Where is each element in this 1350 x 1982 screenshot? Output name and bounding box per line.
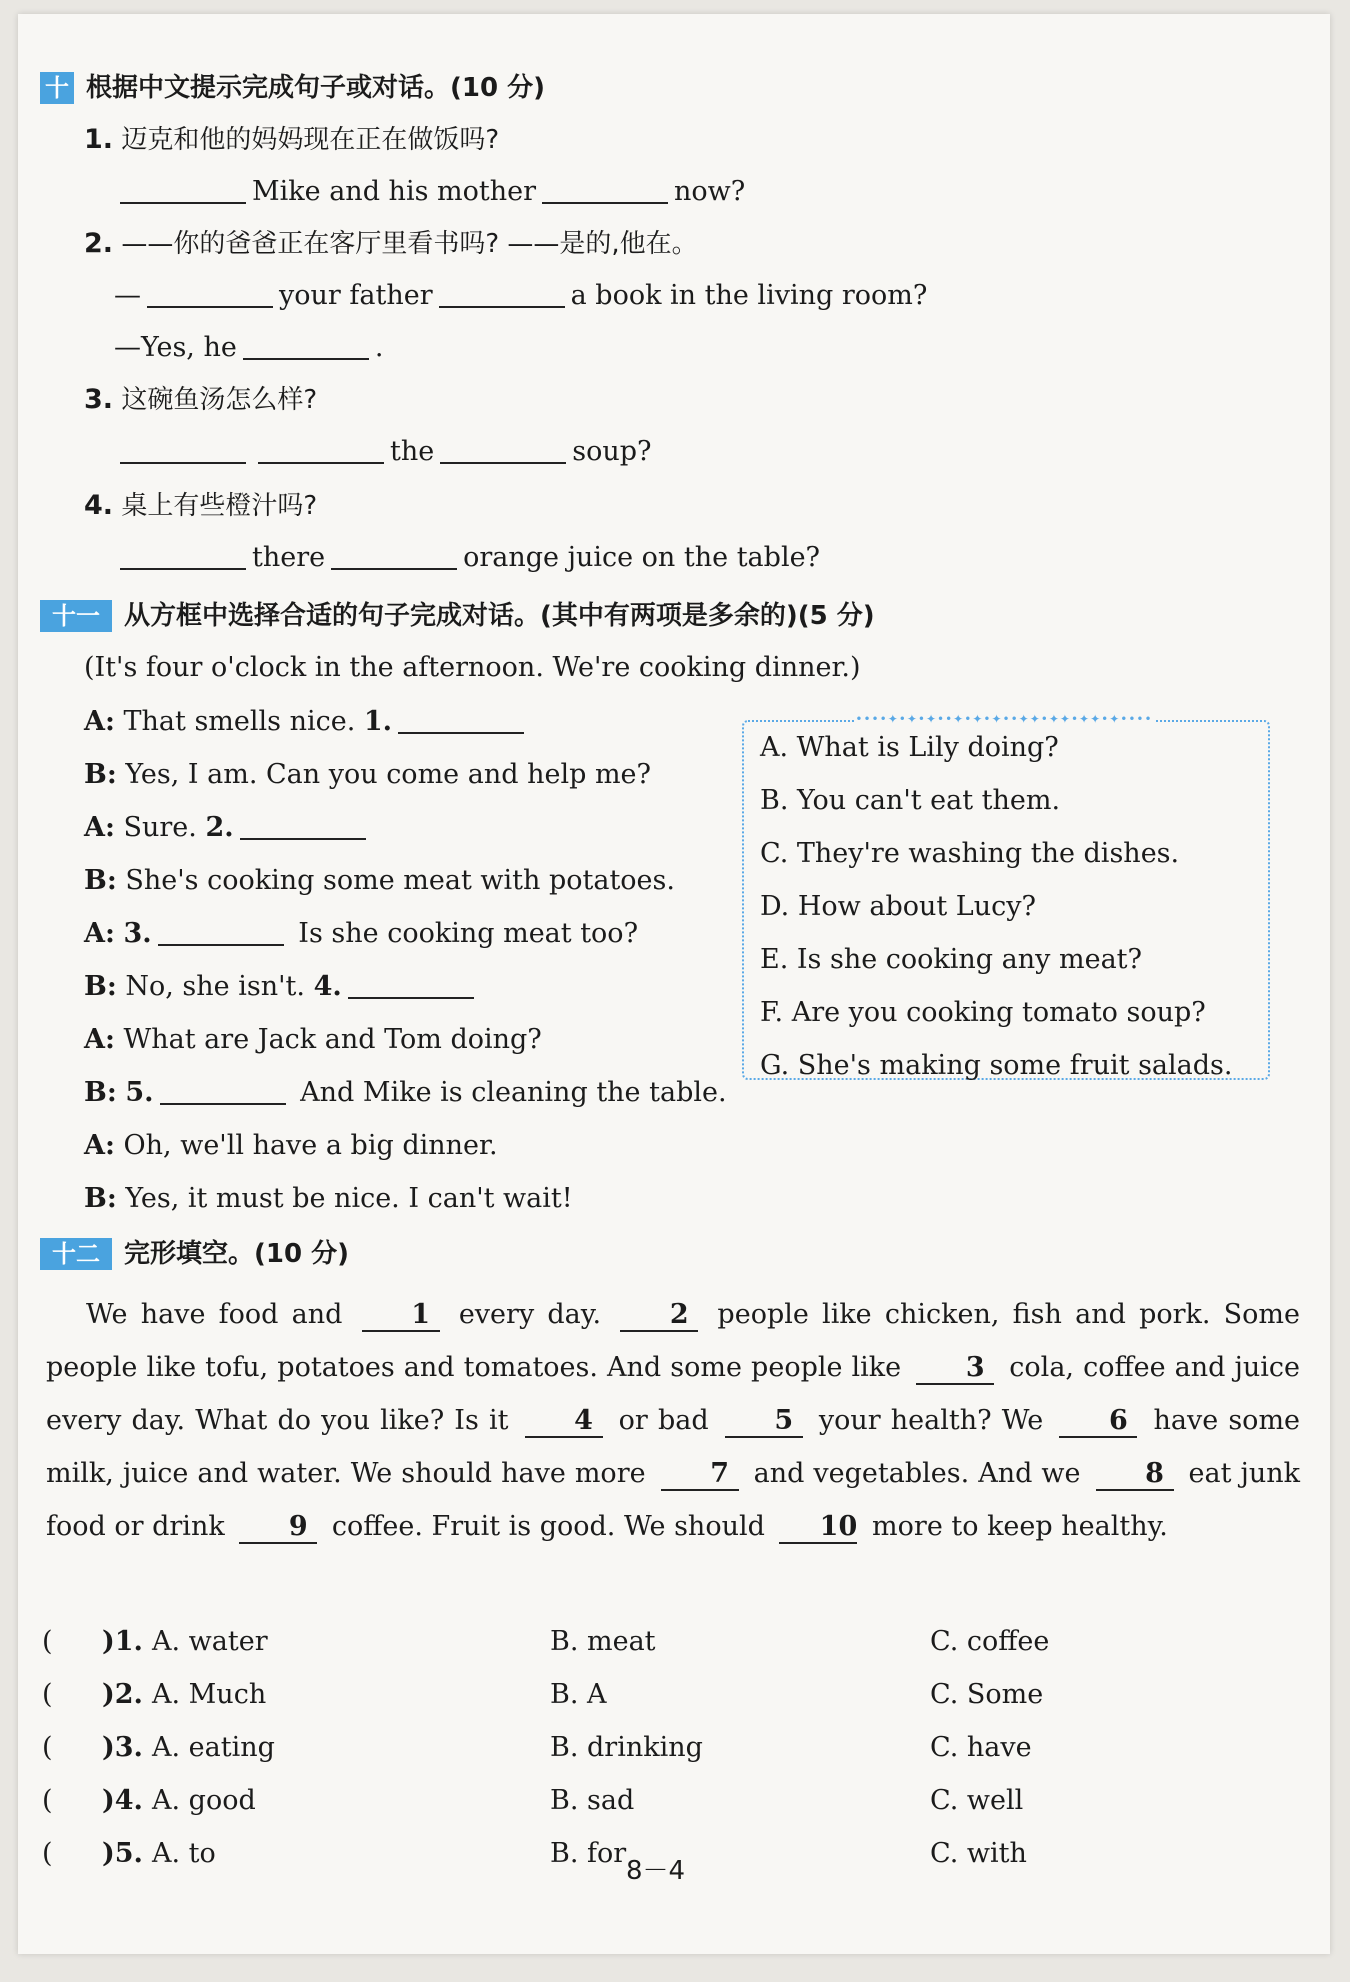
- q1-blank-1[interactable]: [120, 174, 246, 204]
- line-text: Yes, it must be nice. I can't wait!: [125, 1183, 573, 1214]
- line-text: Is she cooking meat too?: [298, 918, 639, 949]
- q4-sentence: there orange juice on the table?: [114, 540, 820, 576]
- choice-b[interactable]: B. A: [550, 1679, 607, 1710]
- cloze-blank[interactable]: 7: [661, 1459, 739, 1491]
- line-text: That smells nice.: [123, 706, 356, 737]
- q2-sentence: — your father a book in the living room?: [114, 280, 928, 311]
- line-text: Sure.: [123, 812, 197, 843]
- q2-blank-1[interactable]: [147, 278, 273, 308]
- option-item: B. You can't eat them.: [760, 785, 1061, 816]
- options-box: [742, 712, 1270, 1081]
- q4-blank-1[interactable]: [120, 540, 246, 570]
- cloze-blank[interactable]: 6: [1059, 1406, 1137, 1438]
- choice-a[interactable]: A. Much: [152, 1679, 267, 1710]
- q3-blank-3[interactable]: [440, 434, 566, 464]
- question-number: )5.: [102, 1838, 143, 1869]
- q1-blank-2[interactable]: [542, 174, 668, 204]
- passage-text: and vegetables. And we: [744, 1458, 1090, 1489]
- passage-text: eat junk food or drink: [46, 1458, 1300, 1542]
- option-item: A. What is Lily doing?: [760, 732, 1059, 763]
- question-number: )4.: [102, 1785, 143, 1816]
- choice-c[interactable]: C. well: [930, 1785, 1024, 1816]
- q1-sentence: Mike and his mother now?: [114, 174, 745, 210]
- answer-paren[interactable]: (: [42, 1785, 53, 1816]
- passage-text: more to keep healthy.: [863, 1511, 1168, 1542]
- choice-b[interactable]: B. for: [550, 1838, 627, 1869]
- speaker-label: A:: [84, 812, 115, 843]
- section-10-badge: 十: [40, 72, 74, 104]
- choice-a[interactable]: A. good: [152, 1785, 256, 1816]
- line-text: Oh, we'll have a big dinner.: [123, 1130, 498, 1161]
- q1-prompt: 1. 迈克和他的妈妈现在正在做饭吗?: [84, 124, 500, 155]
- dialogue-context: (It's four o'clock in the afternoon. We're cooking dinner.): [84, 652, 861, 683]
- blank-number: 1.: [363, 706, 393, 737]
- passage-text: cola, coffee and juice every day. What do you like? Is it: [46, 1352, 1300, 1436]
- choice-a[interactable]: A. water: [152, 1626, 268, 1657]
- question-number: )3.: [102, 1732, 143, 1763]
- section-11-title: 从方框中选择合适的句子完成对话。(其中有两项是多余的)(5 分): [124, 601, 875, 631]
- option-item: D. How about Lucy?: [760, 891, 1036, 922]
- choice-c[interactable]: C. with: [930, 1838, 1027, 1869]
- blank-number: 4.: [313, 971, 342, 1002]
- worksheet-page: [18, 14, 1330, 1954]
- line-text: What are Jack and Tom doing?: [123, 1024, 542, 1055]
- blank-number: 2.: [205, 812, 234, 843]
- passage-text: coffee. Fruit is good. We should: [323, 1511, 774, 1542]
- passage-text: have some milk, juice and water. We should have more: [46, 1405, 1301, 1489]
- option-item: G. She's making some fruit salads.: [760, 1050, 1233, 1081]
- passage-text: your health? We: [808, 1405, 1054, 1436]
- speaker-label: A:: [84, 918, 115, 949]
- answer-paren[interactable]: (: [42, 1838, 53, 1869]
- q4-blank-2[interactable]: [331, 540, 457, 570]
- speaker-label: B:: [84, 1183, 117, 1214]
- line-text: And Mike is cleaning the table.: [300, 1077, 727, 1108]
- line-text: No, she isn't.: [125, 971, 305, 1002]
- choice-c[interactable]: C. Some: [930, 1679, 1044, 1710]
- choice-b[interactable]: B. sad: [550, 1785, 635, 1816]
- answer-paren[interactable]: (: [42, 1626, 53, 1657]
- question-number: )1.: [102, 1626, 143, 1657]
- page-number: 8－4: [626, 1856, 686, 1886]
- section-11-badge: 十一: [40, 600, 112, 632]
- section-12-badge: 十二: [40, 1238, 112, 1270]
- q4-prompt: 4. 桌上有些橙汁吗?: [84, 490, 318, 521]
- cloze-blank[interactable]: 5: [725, 1406, 803, 1438]
- passage-text: people like chicken, fish and pork. Some people like tofu, potatoes and tomatoes. And some people like: [46, 1299, 1300, 1383]
- q2-prompt: 2. ——你的爸爸正在客厅里看书吗? ——是的,他在。: [84, 228, 698, 259]
- dialogue-line: [84, 969, 480, 1005]
- cloze-blank[interactable]: 10: [779, 1512, 857, 1544]
- dialogue-line: [84, 1075, 727, 1111]
- dialogue-line: [84, 704, 530, 740]
- option-item: C. They're washing the dishes.: [760, 838, 1180, 869]
- passage-text: or bad: [608, 1405, 719, 1436]
- cloze-blank[interactable]: 2: [620, 1300, 698, 1332]
- dialogue-blank[interactable]: [160, 1075, 286, 1105]
- line-text: She's cooking some meat with potatoes.: [125, 865, 675, 896]
- section-10-title: 根据中文提示完成句子或对话。(10 分): [86, 73, 545, 103]
- speaker-label: B:: [84, 865, 117, 896]
- blank-number: 5.: [125, 1077, 154, 1108]
- speaker-label: B:: [84, 759, 117, 790]
- dialogue-line: [84, 1181, 573, 1217]
- dialogue-blank[interactable]: [158, 916, 284, 946]
- passage-text: We have food and: [86, 1299, 356, 1330]
- dialogue-line: [84, 757, 651, 793]
- cloze-blank[interactable]: 8: [1096, 1459, 1174, 1491]
- option-item: F. Are you cooking tomato soup?: [760, 997, 1206, 1028]
- q2-answer: —Yes, he .: [114, 332, 384, 363]
- q3-blank-2[interactable]: [258, 434, 384, 464]
- passage-text: every day.: [445, 1299, 615, 1330]
- q2-blank-3[interactable]: [243, 330, 369, 360]
- question-number: )2.: [102, 1679, 143, 1710]
- q3-blank-1[interactable]: [120, 434, 246, 464]
- option-item: E. Is she cooking any meat?: [760, 944, 1142, 975]
- choice-c[interactable]: C. coffee: [930, 1626, 1050, 1657]
- dialogue-blank[interactable]: [398, 704, 524, 734]
- line-text: Yes, I am. Can you come and help me?: [125, 759, 652, 790]
- box-decoration: ••••✦•✦•✦••✦•✦•✦••✦✦•✦✦•✦✦•✦••••: [855, 712, 1153, 726]
- answer-paren[interactable]: (: [42, 1732, 53, 1763]
- choice-b[interactable]: B. drinking: [550, 1732, 703, 1763]
- cloze-passage: [46, 1288, 1300, 1553]
- q3-sentence: the soup?: [114, 434, 651, 470]
- speaker-label: A:: [84, 1130, 115, 1161]
- dialogue-line: [84, 1022, 542, 1058]
- cloze-blank[interactable]: 1: [362, 1300, 440, 1332]
- dialogue-line: [84, 916, 638, 952]
- speaker-label: B:: [84, 1077, 117, 1108]
- choice-c[interactable]: C. have: [930, 1732, 1032, 1763]
- speaker-label: A:: [84, 1024, 115, 1055]
- speaker-label: B:: [84, 971, 117, 1002]
- choice-a[interactable]: A. to: [152, 1838, 216, 1869]
- cloze-blank[interactable]: 9: [239, 1512, 317, 1544]
- dialogue-line: [84, 1128, 498, 1164]
- dialogue-blank[interactable]: [348, 969, 474, 999]
- choice-b[interactable]: B. meat: [550, 1626, 656, 1657]
- dialogue-line: [84, 810, 372, 846]
- choice-a[interactable]: A. eating: [152, 1732, 275, 1763]
- cloze-blank[interactable]: 4: [525, 1406, 603, 1438]
- q3-prompt: 3. 这碗鱼汤怎么样?: [84, 384, 318, 415]
- section-12-title: 完形填空。(10 分): [124, 1239, 349, 1269]
- speaker-label: A:: [84, 706, 115, 737]
- dialogue-line: [84, 863, 675, 899]
- answer-paren[interactable]: (: [42, 1679, 53, 1710]
- q2-blank-2[interactable]: [439, 278, 565, 308]
- cloze-blank[interactable]: 3: [916, 1353, 994, 1385]
- blank-number: 3.: [123, 918, 152, 949]
- dialogue-blank[interactable]: [240, 810, 366, 840]
